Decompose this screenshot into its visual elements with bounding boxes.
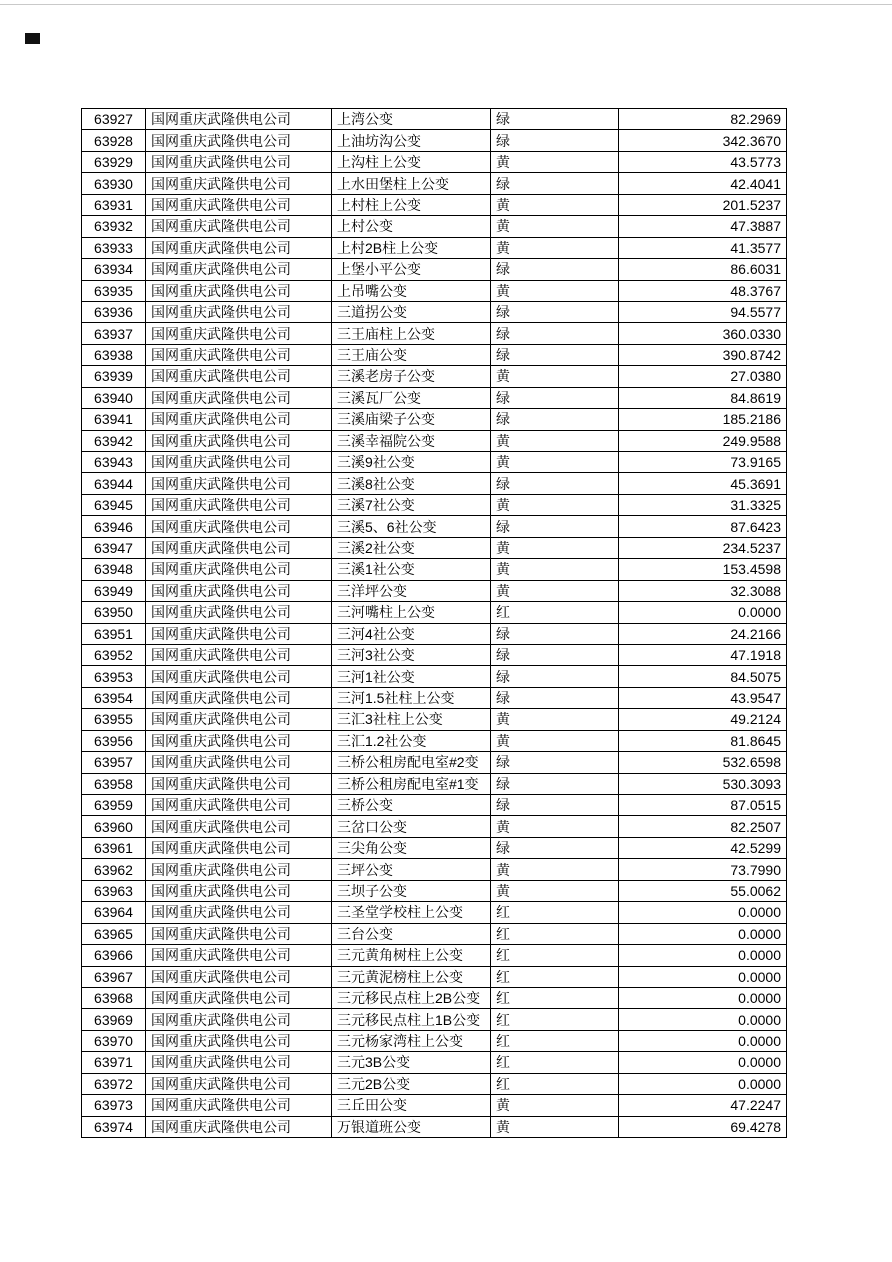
table-row — [82, 344, 787, 365]
table-row — [82, 301, 787, 322]
row-status: 红 — [491, 1073, 619, 1094]
row-company: 国网重庆武隆供电公司 — [146, 795, 332, 816]
row-status: 绿 — [491, 516, 619, 537]
row-value: 153.4598 — [619, 559, 787, 580]
row-status: 绿 — [491, 473, 619, 494]
row-name: 三洋坪公变 — [332, 580, 491, 601]
row-id: 63951 — [82, 623, 146, 644]
row-status: 红 — [491, 987, 619, 1008]
table-row — [82, 452, 787, 473]
row-value: 185.2186 — [619, 409, 787, 430]
row-status: 红 — [491, 1009, 619, 1030]
row-id: 63945 — [82, 494, 146, 515]
row-company: 国网重庆武隆供电公司 — [146, 1095, 332, 1116]
row-name: 万银道班公变 — [332, 1116, 491, 1137]
table-row — [82, 130, 787, 151]
table-row — [82, 709, 787, 730]
row-id: 63940 — [82, 387, 146, 408]
row-value: 55.0062 — [619, 880, 787, 901]
row-name: 上水田堡柱上公变 — [332, 173, 491, 194]
row-value: 43.9547 — [619, 687, 787, 708]
row-id: 63970 — [82, 1030, 146, 1051]
row-value: 0.0000 — [619, 987, 787, 1008]
row-company: 国网重庆武隆供电公司 — [146, 1116, 332, 1137]
row-status: 绿 — [491, 301, 619, 322]
row-id: 63971 — [82, 1052, 146, 1073]
row-name: 上村公变 — [332, 216, 491, 237]
row-name: 三溪老房子公变 — [332, 366, 491, 387]
row-name: 三坝子公变 — [332, 880, 491, 901]
table-row — [82, 773, 787, 794]
row-status: 黄 — [491, 1095, 619, 1116]
row-name: 上村柱上公变 — [332, 194, 491, 215]
table-row — [82, 902, 787, 923]
row-company: 国网重庆武隆供电公司 — [146, 1073, 332, 1094]
row-id: 63950 — [82, 602, 146, 623]
data-table — [81, 108, 787, 1138]
row-company: 国网重庆武隆供电公司 — [146, 473, 332, 494]
row-name: 三尖角公变 — [332, 837, 491, 858]
row-id: 63941 — [82, 409, 146, 430]
row-id: 63946 — [82, 516, 146, 537]
row-company: 国网重庆武隆供电公司 — [146, 430, 332, 451]
row-company: 国网重庆武隆供电公司 — [146, 259, 332, 280]
row-name: 三溪瓦厂公变 — [332, 387, 491, 408]
row-status: 绿 — [491, 109, 619, 130]
row-id: 63952 — [82, 644, 146, 665]
row-company: 国网重庆武隆供电公司 — [146, 344, 332, 365]
row-value: 530.3093 — [619, 773, 787, 794]
table-row — [82, 366, 787, 387]
row-id: 63942 — [82, 430, 146, 451]
row-status: 黄 — [491, 216, 619, 237]
row-name: 上村2B柱上公变 — [332, 237, 491, 258]
row-value: 48.3767 — [619, 280, 787, 301]
row-company: 国网重庆武隆供电公司 — [146, 623, 332, 644]
table-row — [82, 259, 787, 280]
table-row — [82, 945, 787, 966]
row-name: 三溪9社公变 — [332, 452, 491, 473]
row-company: 国网重庆武隆供电公司 — [146, 559, 332, 580]
table-row — [82, 494, 787, 515]
row-name: 三河3社公变 — [332, 644, 491, 665]
table-row — [82, 537, 787, 558]
row-name: 三桥公租房配电室#1变 — [332, 773, 491, 794]
table-row — [82, 1095, 787, 1116]
row-name: 上油坊沟公变 — [332, 130, 491, 151]
row-name: 三元移民点柱上1B公变 — [332, 1009, 491, 1030]
row-company: 国网重庆武隆供电公司 — [146, 1009, 332, 1030]
table-row — [82, 752, 787, 773]
row-company: 国网重庆武隆供电公司 — [146, 216, 332, 237]
row-name: 三坪公变 — [332, 859, 491, 880]
row-id: 63958 — [82, 773, 146, 794]
row-value: 82.2969 — [619, 109, 787, 130]
row-status: 黄 — [491, 430, 619, 451]
row-name: 三元2B公变 — [332, 1073, 491, 1094]
row-name: 上堡小平公变 — [332, 259, 491, 280]
row-name: 三汇1.2社公变 — [332, 730, 491, 751]
table-row — [82, 730, 787, 751]
row-company: 国网重庆武隆供电公司 — [146, 902, 332, 923]
row-value: 0.0000 — [619, 1009, 787, 1030]
row-value: 43.5773 — [619, 151, 787, 172]
row-status: 黄 — [491, 194, 619, 215]
row-company: 国网重庆武隆供电公司 — [146, 580, 332, 601]
row-name: 三丘田公变 — [332, 1095, 491, 1116]
row-id: 63953 — [82, 666, 146, 687]
row-name: 三圣堂学校柱上公变 — [332, 902, 491, 923]
row-value: 84.5075 — [619, 666, 787, 687]
row-id: 63957 — [82, 752, 146, 773]
row-status: 绿 — [491, 837, 619, 858]
row-status: 黄 — [491, 237, 619, 258]
row-name: 三河1社公变 — [332, 666, 491, 687]
row-id: 63955 — [82, 709, 146, 730]
row-id: 63967 — [82, 966, 146, 987]
row-company: 国网重庆武隆供电公司 — [146, 173, 332, 194]
row-status: 绿 — [491, 387, 619, 408]
row-company: 国网重庆武隆供电公司 — [146, 409, 332, 430]
row-status: 绿 — [491, 666, 619, 687]
row-company: 国网重庆武隆供电公司 — [146, 130, 332, 151]
row-status: 黄 — [491, 709, 619, 730]
table-row — [82, 923, 787, 944]
row-company: 国网重庆武隆供电公司 — [146, 945, 332, 966]
table-row — [82, 109, 787, 130]
row-name: 三元3B公变 — [332, 1052, 491, 1073]
row-company: 国网重庆武隆供电公司 — [146, 966, 332, 987]
row-id: 63969 — [82, 1009, 146, 1030]
row-name: 三王庙公变 — [332, 344, 491, 365]
row-id: 63947 — [82, 537, 146, 558]
row-status: 黄 — [491, 537, 619, 558]
row-value: 49.2124 — [619, 709, 787, 730]
row-value: 342.3670 — [619, 130, 787, 151]
row-id: 63968 — [82, 987, 146, 1008]
row-name: 三桥公变 — [332, 795, 491, 816]
row-id: 63960 — [82, 816, 146, 837]
table-row — [82, 1052, 787, 1073]
row-value: 73.7990 — [619, 859, 787, 880]
page-top-divider — [0, 4, 892, 5]
table-row — [82, 151, 787, 172]
table-row — [82, 880, 787, 901]
row-value: 249.9588 — [619, 430, 787, 451]
row-name: 三河1.5社柱上公变 — [332, 687, 491, 708]
row-value: 0.0000 — [619, 602, 787, 623]
row-company: 国网重庆武隆供电公司 — [146, 1030, 332, 1051]
row-value: 32.3088 — [619, 580, 787, 601]
row-name: 三溪8社公变 — [332, 473, 491, 494]
table-row — [82, 216, 787, 237]
row-name: 三台公变 — [332, 923, 491, 944]
row-name: 三溪幸福院公变 — [332, 430, 491, 451]
row-status: 红 — [491, 1052, 619, 1073]
row-status: 红 — [491, 945, 619, 966]
row-value: 87.0515 — [619, 795, 787, 816]
row-status: 绿 — [491, 173, 619, 194]
row-status: 黄 — [491, 816, 619, 837]
row-value: 0.0000 — [619, 902, 787, 923]
row-value: 42.4041 — [619, 173, 787, 194]
row-id: 63939 — [82, 366, 146, 387]
table-row — [82, 816, 787, 837]
table-row — [82, 194, 787, 215]
row-id: 63934 — [82, 259, 146, 280]
row-status: 绿 — [491, 644, 619, 665]
table-row — [82, 409, 787, 430]
row-name: 三元杨家湾柱上公变 — [332, 1030, 491, 1051]
row-status: 黄 — [491, 452, 619, 473]
row-company: 国网重庆武隆供电公司 — [146, 1052, 332, 1073]
row-company: 国网重庆武隆供电公司 — [146, 816, 332, 837]
row-status: 绿 — [491, 687, 619, 708]
row-value: 87.6423 — [619, 516, 787, 537]
row-id: 63973 — [82, 1095, 146, 1116]
table-row — [82, 837, 787, 858]
row-status: 黄 — [491, 859, 619, 880]
row-id: 63944 — [82, 473, 146, 494]
row-name: 上沟柱上公变 — [332, 151, 491, 172]
row-status: 红 — [491, 1030, 619, 1051]
row-value: 234.5237 — [619, 537, 787, 558]
row-name: 三元黄泥榜柱上公变 — [332, 966, 491, 987]
row-company: 国网重庆武隆供电公司 — [146, 151, 332, 172]
row-status: 绿 — [491, 323, 619, 344]
row-company: 国网重庆武隆供电公司 — [146, 237, 332, 258]
row-value: 31.3325 — [619, 494, 787, 515]
table-row — [82, 987, 787, 1008]
row-id: 63959 — [82, 795, 146, 816]
row-value: 81.8645 — [619, 730, 787, 751]
row-name: 三王庙柱上公变 — [332, 323, 491, 344]
row-id: 63964 — [82, 902, 146, 923]
row-id: 63938 — [82, 344, 146, 365]
row-id: 63965 — [82, 923, 146, 944]
row-name: 三溪7社公变 — [332, 494, 491, 515]
row-company: 国网重庆武隆供电公司 — [146, 730, 332, 751]
row-id: 63948 — [82, 559, 146, 580]
row-status: 黄 — [491, 880, 619, 901]
row-id: 63931 — [82, 194, 146, 215]
row-status: 黄 — [491, 280, 619, 301]
row-status: 黄 — [491, 730, 619, 751]
row-value: 82.2507 — [619, 816, 787, 837]
row-company: 国网重庆武隆供电公司 — [146, 516, 332, 537]
row-name: 三桥公租房配电室#2变 — [332, 752, 491, 773]
table-row — [82, 323, 787, 344]
row-name: 上吊嘴公变 — [332, 280, 491, 301]
row-company: 国网重庆武隆供电公司 — [146, 752, 332, 773]
row-value: 24.2166 — [619, 623, 787, 644]
row-company: 国网重庆武隆供电公司 — [146, 537, 332, 558]
row-id: 63962 — [82, 859, 146, 880]
row-company: 国网重庆武隆供电公司 — [146, 859, 332, 880]
row-value: 84.8619 — [619, 387, 787, 408]
row-id: 63972 — [82, 1073, 146, 1094]
row-company: 国网重庆武隆供电公司 — [146, 923, 332, 944]
row-company: 国网重庆武隆供电公司 — [146, 194, 332, 215]
table-row — [82, 387, 787, 408]
row-status: 绿 — [491, 795, 619, 816]
table-row — [82, 966, 787, 987]
row-status: 红 — [491, 902, 619, 923]
row-status: 黄 — [491, 366, 619, 387]
row-id: 63937 — [82, 323, 146, 344]
row-id: 63963 — [82, 880, 146, 901]
table-row — [82, 687, 787, 708]
row-id: 63930 — [82, 173, 146, 194]
row-value: 69.4278 — [619, 1116, 787, 1137]
table-row — [82, 1116, 787, 1137]
row-status: 绿 — [491, 130, 619, 151]
row-name: 三汇3社柱上公变 — [332, 709, 491, 730]
row-status: 黄 — [491, 580, 619, 601]
table-row — [82, 795, 787, 816]
table-row — [82, 280, 787, 301]
row-value: 41.3577 — [619, 237, 787, 258]
row-value: 0.0000 — [619, 966, 787, 987]
row-status: 黄 — [491, 559, 619, 580]
row-value: 73.9165 — [619, 452, 787, 473]
row-status: 黄 — [491, 1116, 619, 1137]
table-row — [82, 623, 787, 644]
row-id: 63954 — [82, 687, 146, 708]
row-value: 201.5237 — [619, 194, 787, 215]
row-id: 63928 — [82, 130, 146, 151]
row-value: 42.5299 — [619, 837, 787, 858]
table-row — [82, 430, 787, 451]
table-row — [82, 1009, 787, 1030]
table-row — [82, 559, 787, 580]
row-value: 0.0000 — [619, 923, 787, 944]
row-company: 国网重庆武隆供电公司 — [146, 280, 332, 301]
row-company: 国网重庆武隆供电公司 — [146, 880, 332, 901]
row-id: 63956 — [82, 730, 146, 751]
row-id: 63949 — [82, 580, 146, 601]
corner-mark — [25, 33, 40, 44]
table-body — [82, 109, 787, 1138]
row-value: 360.0330 — [619, 323, 787, 344]
table-row — [82, 859, 787, 880]
row-name: 三溪1社公变 — [332, 559, 491, 580]
row-status: 绿 — [491, 409, 619, 430]
row-value: 390.8742 — [619, 344, 787, 365]
row-value: 94.5577 — [619, 301, 787, 322]
row-value: 47.1918 — [619, 644, 787, 665]
table-row — [82, 516, 787, 537]
row-company: 国网重庆武隆供电公司 — [146, 644, 332, 665]
row-company: 国网重庆武隆供电公司 — [146, 602, 332, 623]
row-company: 国网重庆武隆供电公司 — [146, 987, 332, 1008]
table-row — [82, 237, 787, 258]
table-row — [82, 580, 787, 601]
row-id: 63932 — [82, 216, 146, 237]
row-company: 国网重庆武隆供电公司 — [146, 773, 332, 794]
table-row — [82, 602, 787, 623]
row-name: 三溪5、6社公变 — [332, 516, 491, 537]
row-name: 三溪庙梁子公变 — [332, 409, 491, 430]
row-company: 国网重庆武隆供电公司 — [146, 109, 332, 130]
row-company: 国网重庆武隆供电公司 — [146, 387, 332, 408]
row-company: 国网重庆武隆供电公司 — [146, 323, 332, 344]
row-status: 绿 — [491, 752, 619, 773]
row-status: 绿 — [491, 259, 619, 280]
row-status: 黄 — [491, 151, 619, 172]
row-name: 三道拐公变 — [332, 301, 491, 322]
row-name: 三岔口公变 — [332, 816, 491, 837]
row-name: 三元黄角树柱上公变 — [332, 945, 491, 966]
row-name: 三河嘴柱上公变 — [332, 602, 491, 623]
row-status: 红 — [491, 966, 619, 987]
row-id: 63943 — [82, 452, 146, 473]
row-status: 绿 — [491, 344, 619, 365]
row-status: 绿 — [491, 623, 619, 644]
row-name: 上湾公变 — [332, 109, 491, 130]
row-company: 国网重庆武隆供电公司 — [146, 452, 332, 473]
row-id: 63935 — [82, 280, 146, 301]
row-company: 国网重庆武隆供电公司 — [146, 666, 332, 687]
row-status: 黄 — [491, 494, 619, 515]
table-row — [82, 173, 787, 194]
table-row — [82, 666, 787, 687]
row-status: 红 — [491, 602, 619, 623]
row-value: 45.3691 — [619, 473, 787, 494]
row-value: 0.0000 — [619, 1052, 787, 1073]
row-value: 47.2247 — [619, 1095, 787, 1116]
table-row — [82, 1030, 787, 1051]
row-id: 63933 — [82, 237, 146, 258]
row-company: 国网重庆武隆供电公司 — [146, 301, 332, 322]
row-company: 国网重庆武隆供电公司 — [146, 709, 332, 730]
row-value: 532.6598 — [619, 752, 787, 773]
table-row — [82, 644, 787, 665]
row-company: 国网重庆武隆供电公司 — [146, 687, 332, 708]
table-row — [82, 1073, 787, 1094]
row-company: 国网重庆武隆供电公司 — [146, 837, 332, 858]
row-status: 绿 — [491, 773, 619, 794]
row-company: 国网重庆武隆供电公司 — [146, 494, 332, 515]
row-id: 63974 — [82, 1116, 146, 1137]
row-id: 63929 — [82, 151, 146, 172]
row-name: 三溪2社公变 — [332, 537, 491, 558]
table-row — [82, 473, 787, 494]
row-id: 63936 — [82, 301, 146, 322]
row-id: 63966 — [82, 945, 146, 966]
row-value: 0.0000 — [619, 1073, 787, 1094]
row-value: 86.6031 — [619, 259, 787, 280]
row-value: 0.0000 — [619, 945, 787, 966]
row-status: 红 — [491, 923, 619, 944]
row-id: 63961 — [82, 837, 146, 858]
row-company: 国网重庆武隆供电公司 — [146, 366, 332, 387]
row-value: 0.0000 — [619, 1030, 787, 1051]
row-value: 47.3887 — [619, 216, 787, 237]
row-id: 63927 — [82, 109, 146, 130]
row-name: 三河4社公变 — [332, 623, 491, 644]
row-value: 27.0380 — [619, 366, 787, 387]
row-name: 三元移民点柱上2B公变 — [332, 987, 491, 1008]
